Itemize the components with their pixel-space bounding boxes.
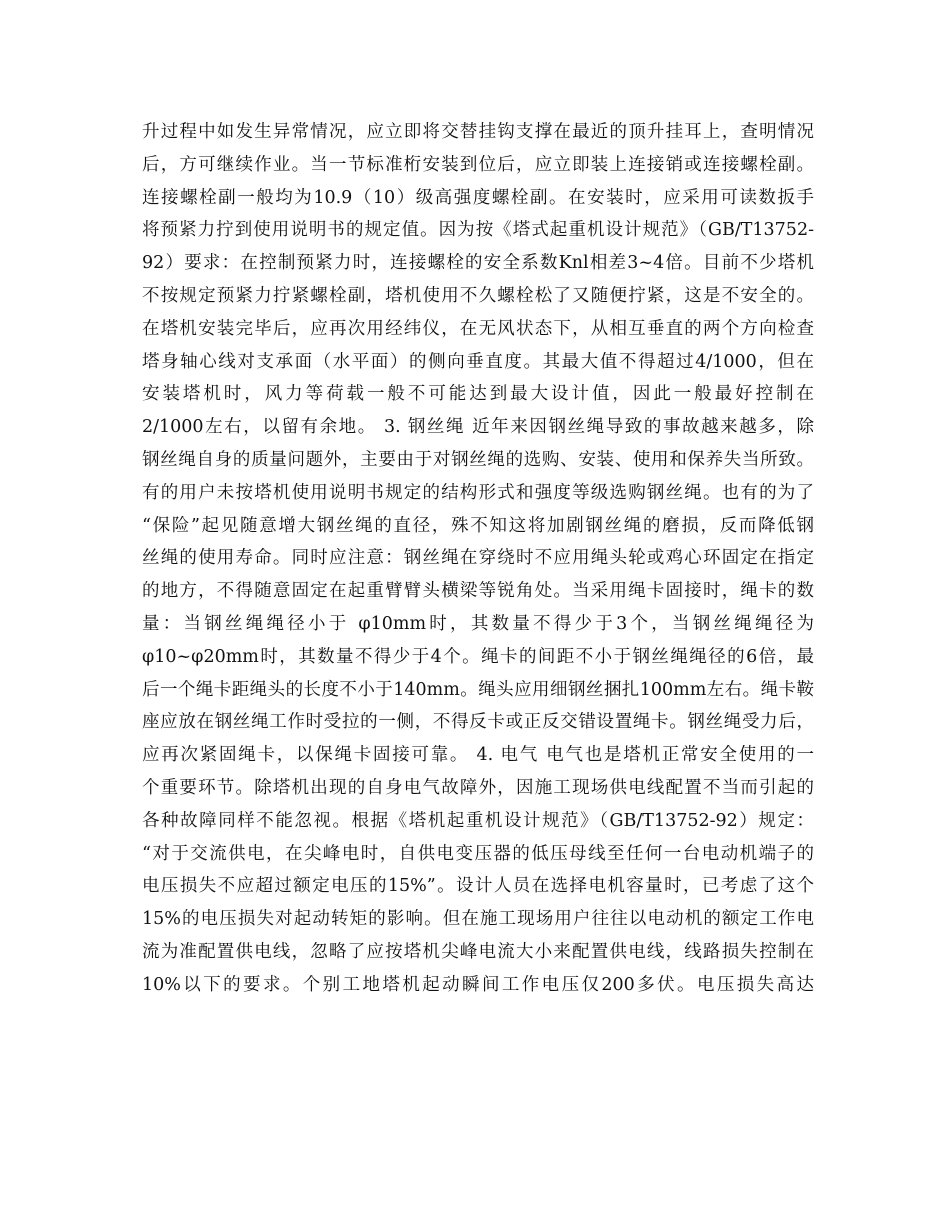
text-line: 个重要环节。除塔机出现的自身电气故障外，因施工现场供电线配置不当而引起的 xyxy=(142,777,814,798)
text-line: 15%的电压损失对起动转矩的影响。但在施工现场用户往往以电动机的额定工作电 xyxy=(142,909,814,930)
text-line: 将预紧力拧到使用说明书的规定值。因为按《塔式起重机设计规范》（GB/T13752- xyxy=(142,220,814,241)
text-line: 安装塔机时，风力等荷载一般不可能达到最大设计值，因此一般最好控制在 xyxy=(142,384,814,405)
text-line: “对于交流供电，在尖峰电时，自供电变压器的低压母线至任何一台电动机端子的 xyxy=(142,843,814,864)
text-line: 有的用户未按塔机使用说明书规定的结构形式和强度等级选购钢丝绳。也有的为了 xyxy=(142,482,814,503)
text-line: 各种故障同样不能忽视。根据《塔机起重机设计规范》（GB/T13752-92）规定： xyxy=(142,810,814,831)
text-line: 座应放在钢丝绳工作时受拉的一侧，不得反卡或正反交错设置绳卡。钢丝绳受力后， xyxy=(142,712,814,733)
text-line: 丝绳的使用寿命。同时应注意：钢丝绳在穿绕时不应用绳头轮或鸡心环固定在指定 xyxy=(142,548,814,569)
text-line: 92）要求：在控制预紧力时，连接螺栓的安全系数Knl相差3~4倍。目前不少塔机 xyxy=(142,253,814,274)
text-line: 不按规定预紧力拧紧螺栓副，塔机使用不久螺栓松了又随便拧紧，这是不安全的。 xyxy=(142,285,814,306)
text-line: 塔身轴心线对支承面（水平面）的侧向垂直度。其最大值不得超过4/1000，但在 xyxy=(142,351,814,372)
text-line: 后，方可继续作业。当一节标准桁安装到位后，应立即装上连接销或连接螺栓副。 xyxy=(142,154,814,175)
text-line: 后一个绳卡距绳头的长度不小于140mm。绳头应用细钢丝捆扎100mm左右。绳卡鞍 xyxy=(142,679,814,700)
text-line: 量：当钢丝绳绳径小于 φ10mm时，其数量不得少于3个，当钢丝绳绳径为 xyxy=(142,613,814,634)
body-text xyxy=(142,116,814,1002)
text-line: 流为准配置供电线，忽略了应按塔机尖峰电流大小来配置供电线，线路损失控制在 xyxy=(142,941,814,962)
text-line: 升过程中如发生异常情况，应立即将交替挂钩支撑在最近的顶升挂耳上，查明情况 xyxy=(142,122,814,142)
text-line: 钢丝绳自身的质量问题外，主要由于对钢丝绳的选购、安装、使用和保养失当所致。 xyxy=(142,449,814,470)
text-line: φ10~φ20mm时，其数量不得少于4个。绳卡的间距不小于钢丝绳绳径的6倍，最 xyxy=(142,646,814,667)
text-line: 应再次紧固绳卡，以保绳卡固接可靠。 4. 电气 电气也是塔机正常安全使用的一 xyxy=(142,745,814,766)
text-line: 2/1000左右，以留有余地。 3. 钢丝绳 近年来因钢丝绳导致的事故越来越多，除 xyxy=(142,417,814,438)
text-line: 10%以下的要求。个别工地塔机起动瞬间工作电压仅200多伏。电压损失高达 xyxy=(142,974,814,995)
text-line: 电压损失不应超过额定电压的15%”。设计人员在选择电机容量时，已考虑了这个 xyxy=(142,876,814,897)
text-line: 连接螺栓副一般均为10.9（10）级高强度螺栓副。在安装时，应采用可读数扳手 xyxy=(142,187,814,208)
text-line: 在塔机安装完毕后，应再次用经纬仪，在无风状态下，从相互垂直的两个方向检查 xyxy=(142,318,814,339)
text-line: “保险”起见随意增大钢丝绳的直径，殊不知这将加剧钢丝绳的磨损，反而降低钢 xyxy=(142,515,814,536)
text-line: 的地方，不得随意固定在起重臂臂头横梁等锐角处。当采用绳卡固接时，绳卡的数 xyxy=(142,581,814,602)
